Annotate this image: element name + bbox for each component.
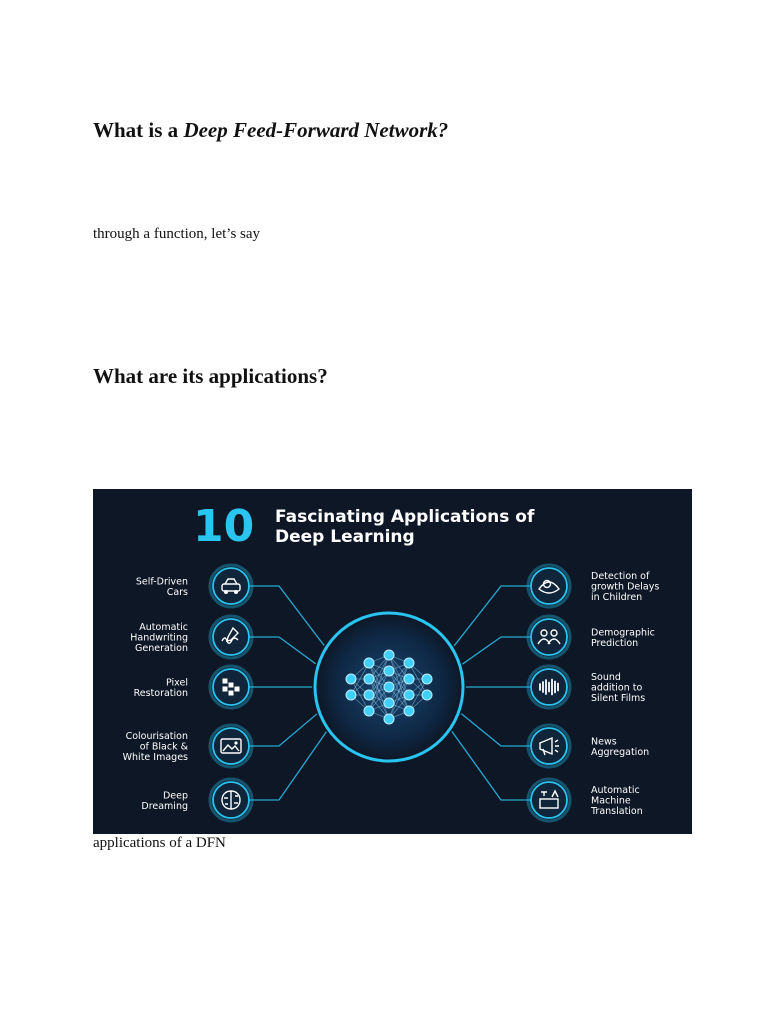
figure-number: 10 [193,501,255,552]
application-label-line: Aggregation [591,746,650,758]
left-application-5 [141,779,252,821]
application-label-line: White Images [122,752,188,763]
network-node [384,698,394,708]
application-label [591,736,649,758]
right-application-4 [528,725,649,767]
application-label-line: Detection of [591,571,650,582]
connector-line [452,731,531,800]
connector-line [249,714,317,746]
left-application-1 [136,565,252,607]
right-application-5 [528,779,643,821]
application-label-line: Sound [591,672,621,683]
heading-prefix: What is a [93,118,184,142]
application-label-line: in Children [591,592,643,603]
left-application-3 [134,666,252,708]
application-label-line: News [591,736,617,748]
network-node [364,658,374,668]
icon-badge [213,619,249,655]
network-node [404,706,414,716]
infographic-canvas [93,489,692,834]
connector-line [462,637,531,664]
application-label [591,571,659,603]
application-label-line: Machine [591,795,631,807]
application-label-line: Silent Films [591,693,646,704]
application-label [134,677,188,699]
connector-line [249,732,326,800]
application-label-line: Deep [162,790,188,802]
right-application-3 [528,666,645,708]
right-application-1 [528,565,659,607]
application-label [123,731,189,763]
application-label [130,622,188,654]
network-node [384,682,394,692]
left-application-4 [123,725,252,767]
network-node [384,714,394,724]
figure-caption: applications of a DFN [93,835,226,851]
application-label-line: Restoration [133,687,188,699]
application-label-line: Translation [591,806,643,817]
heading-emphasis: Deep Feed-Forward Network? [183,118,449,142]
application-label-line: addition to [591,682,643,694]
application-label-line: growth Delays [591,581,660,593]
application-label-line: Pixel [166,677,188,689]
application-label-line: Dreaming [141,800,188,812]
application-label [141,790,188,812]
application-label [590,785,643,817]
application-label-line: of Black & [139,741,188,753]
network-node [364,674,374,684]
applications-infographic [93,489,692,834]
soundwave-icon [540,680,558,695]
network-node [384,650,394,660]
heading-what-is-dfn [93,118,448,143]
icon-badge [531,619,567,655]
application-label-line: Demographic [591,627,655,639]
application-label-line: Automatic [139,622,188,633]
application-label-line: Generation [135,643,188,654]
network-node [422,690,432,700]
application-label-line: Cars [166,586,188,598]
application-label-line: Automatic [591,785,640,796]
application-label-line: Handwriting [130,632,188,644]
connector-line [461,714,531,746]
network-node [404,690,414,700]
network-node [404,674,414,684]
figure-title-line1: Fascinating Applications of [275,507,535,527]
application-label-line: Colourisation [125,731,188,742]
network-node [422,674,432,684]
right-application-2 [528,616,655,658]
application-label [136,576,188,598]
network-node [346,690,356,700]
network-node [364,690,374,700]
application-label-line: Self-Driven [135,576,188,588]
application-label [591,627,655,649]
figure-title-line2: Deep Learning [275,527,415,547]
application-label-line: Prediction [591,637,639,649]
paragraph-function: through a function, let’s say [93,226,261,242]
network-node [364,706,374,716]
left-applications [123,565,252,821]
network-node [384,666,394,676]
icon-badge [531,782,567,818]
network-node [404,658,414,668]
left-application-2 [130,616,252,658]
icon-badge [213,568,249,604]
heading-applications: What are its applications? [93,364,328,388]
application-label [591,672,645,704]
icon-badge [213,728,249,764]
icon-badge [531,728,567,764]
connector-line [249,637,316,664]
right-applications [528,565,659,821]
network-node [346,674,356,684]
